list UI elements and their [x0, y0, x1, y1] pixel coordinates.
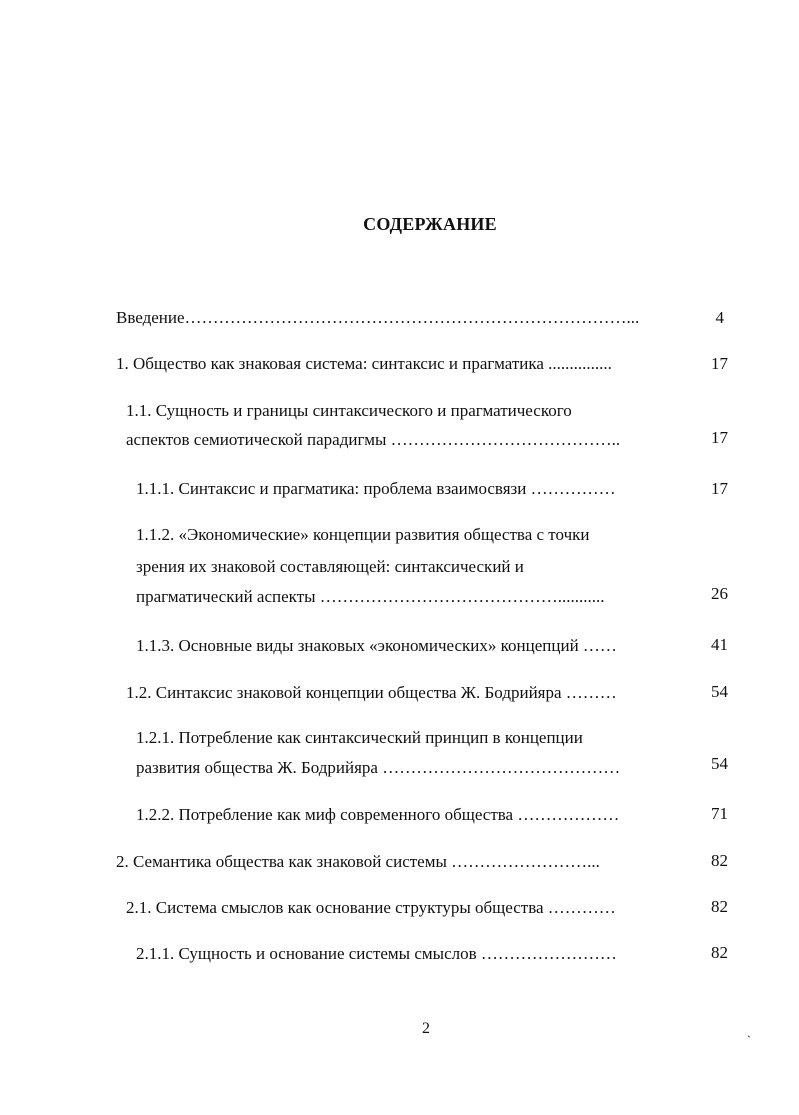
- toc-entry-text: 1.2.1. Потребление как синтаксический принцип в концепции: [136, 728, 583, 747]
- toc-page-number: 82: [711, 851, 728, 870]
- toc-entry-text: 1.1.2. «Экономические» концепции развития общества с точки: [136, 525, 590, 544]
- toc-page-number: 82: [711, 943, 728, 962]
- toc-page-number: 4: [715, 308, 724, 327]
- toc-entry-text: Введение……………………………………………………………………...: [116, 308, 640, 327]
- toc-entry-text: 1.1.3. Основные виды знаковых «экономических» концепций ……: [136, 636, 617, 655]
- toc-entry-text: 2. Семантика общества как знаковой системы ……………………...: [116, 852, 600, 871]
- toc-page-number: 54: [711, 682, 728, 701]
- toc-entry-text: 1.2. Синтаксис знаковой концепции общества Ж. Бодрийяра ………: [126, 683, 617, 702]
- toc-entry-text: 2.1.1. Сущность и основание системы смыслов ……………………: [136, 944, 617, 963]
- toc-entry-text: 1.1.1. Синтаксис и прагматика: проблема взаимосвязи ……………: [136, 479, 616, 498]
- scan-speck: `: [747, 1033, 751, 1047]
- toc-page-number: 17: [711, 428, 728, 447]
- toc-page-number: 17: [711, 354, 728, 373]
- toc-page-number: 71: [711, 804, 728, 823]
- toc-page-number: 26: [711, 584, 728, 603]
- toc-page-number: 54: [711, 754, 728, 773]
- toc-entry-text: аспектов семиотической парадигмы …………………………………..: [126, 430, 621, 449]
- toc-page-number: 82: [711, 897, 728, 916]
- toc-entry-text: зрения их знаковой составляющей: синтаксический и: [136, 557, 524, 576]
- toc-entry-text: 2.1. Система смыслов как основание структуры общества …………: [126, 898, 616, 917]
- toc-entry-text: 1.2.2. Потребление как миф современного общества ………………: [136, 805, 620, 824]
- toc-entry-text: 1. Общество как знаковая система: синтаксис и прагматика ...............: [116, 354, 612, 373]
- page-number: 2: [422, 1020, 430, 1037]
- toc-page-number: 41: [711, 635, 728, 654]
- toc-entry-text: 1.1. Сущность и границы синтаксического и прагматического: [126, 401, 572, 420]
- toc-page-number: 17: [711, 479, 728, 498]
- toc-entry-text: прагматический аспекты ……………………………………...........: [136, 587, 605, 606]
- page-title: СОДЕРЖАНИЕ: [363, 214, 497, 234]
- toc-entry-text: развития общества Ж. Бодрийяра ……………………………………: [136, 758, 621, 777]
